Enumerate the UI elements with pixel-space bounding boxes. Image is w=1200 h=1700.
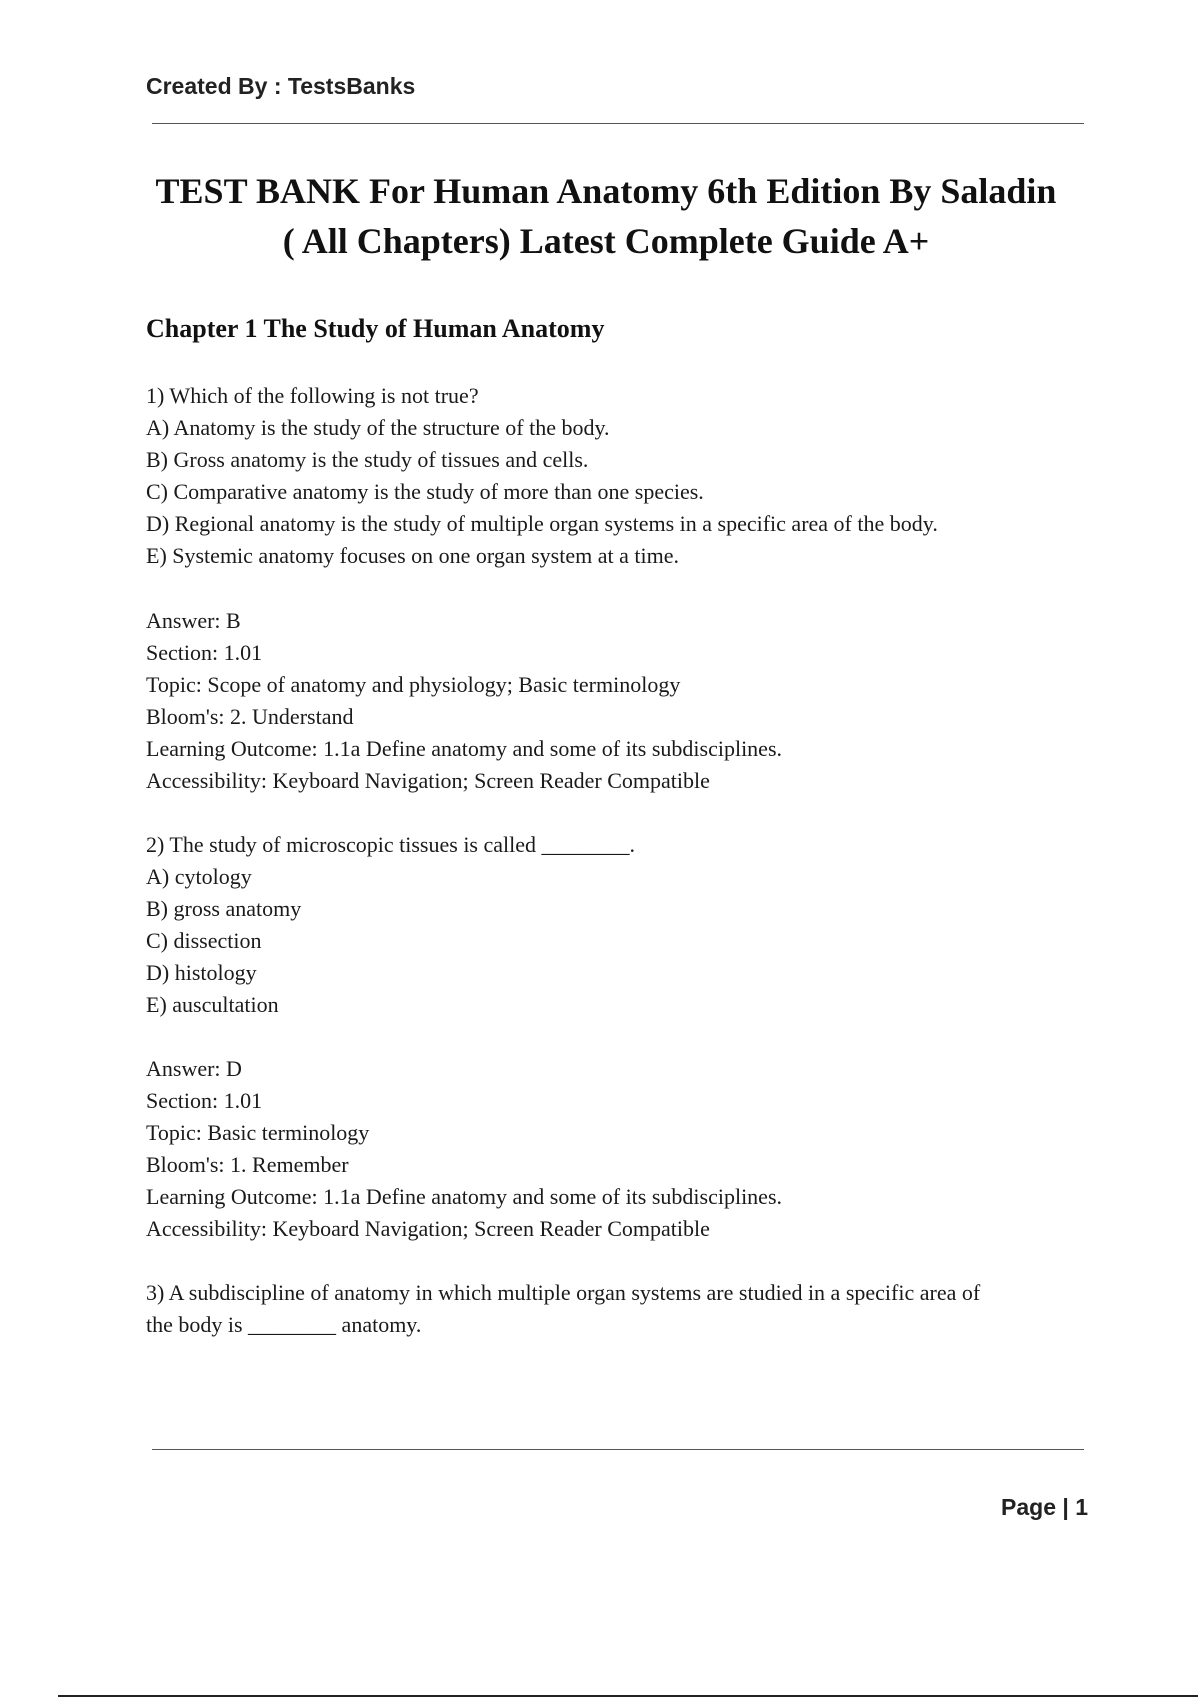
question-2 [146,829,1086,1021]
learning-outcome: Learning Outcome: 1.1a Define anatomy and some of its subdisciplines. [146,736,783,761]
title-line-1: TEST BANK For Human Anatomy 6th Edition By Saladin [155,171,1057,211]
option-e: E) auscultation [146,992,279,1017]
section: Section: 1.01 [146,640,263,665]
option-b: B) gross anatomy [146,896,302,921]
chapter-heading: Chapter 1 The Study of Human Anatomy [146,314,605,343]
learning-outcome: Learning Outcome: 1.1a Define anatomy and some of its subdisciplines. [146,1184,783,1209]
option-c: C) dissection [146,928,262,953]
answer: Answer: D [146,1056,242,1081]
topic: Topic: Basic terminology [146,1120,370,1145]
question-1-metadata [146,605,1086,797]
option-c: C) Comparative anatomy is the study of more than one species. [146,479,704,504]
option-d: D) histology [146,960,257,985]
option-a: A) Anatomy is the study of the structure of the body. [146,415,610,440]
page-bottom-border [58,1695,1198,1697]
accessibility: Accessibility: Keyboard Navigation; Screen Reader Compatible [146,1216,710,1241]
document-title [146,166,1066,266]
question-stem: 2) The study of microscopic tissues is called ________. [146,832,636,857]
option-b: B) Gross anatomy is the study of tissues and cells. [146,447,589,472]
page-number: Page | 1 [1001,1494,1088,1520]
option-d: D) Regional anatomy is the study of multiple organ systems in a specific area of the body. [146,511,938,536]
question-2-metadata [146,1053,1086,1245]
header-creator: Created By : TestsBanks [146,73,416,99]
option-e: E) Systemic anatomy focuses on one organ system at a time. [146,543,679,568]
title-line-2: ( All Chapters) Latest Complete Guide A+ [282,221,930,261]
topic: Topic: Scope of anatomy and physiology; Basic terminology [146,672,681,697]
section: Section: 1.01 [146,1088,263,1113]
option-a: A) cytology [146,864,252,889]
question-stem-line-1: 3) A subdiscipline of anatomy in which multiple organ systems are studied in a specific area of [146,1280,981,1305]
answer: Answer: B [146,608,241,633]
question-stem: 1) Which of the following is not true? [146,383,479,408]
question-1 [146,380,1086,572]
question-3 [146,1277,1086,1341]
blooms-level: Bloom's: 2. Understand [146,704,354,729]
accessibility: Accessibility: Keyboard Navigation; Screen Reader Compatible [146,768,710,793]
footer-divider [152,1449,1084,1450]
header-divider [152,123,1084,124]
question-stem-line-2: the body is ________ anatomy. [146,1312,422,1337]
blooms-level: Bloom's: 1. Remember [146,1152,349,1177]
